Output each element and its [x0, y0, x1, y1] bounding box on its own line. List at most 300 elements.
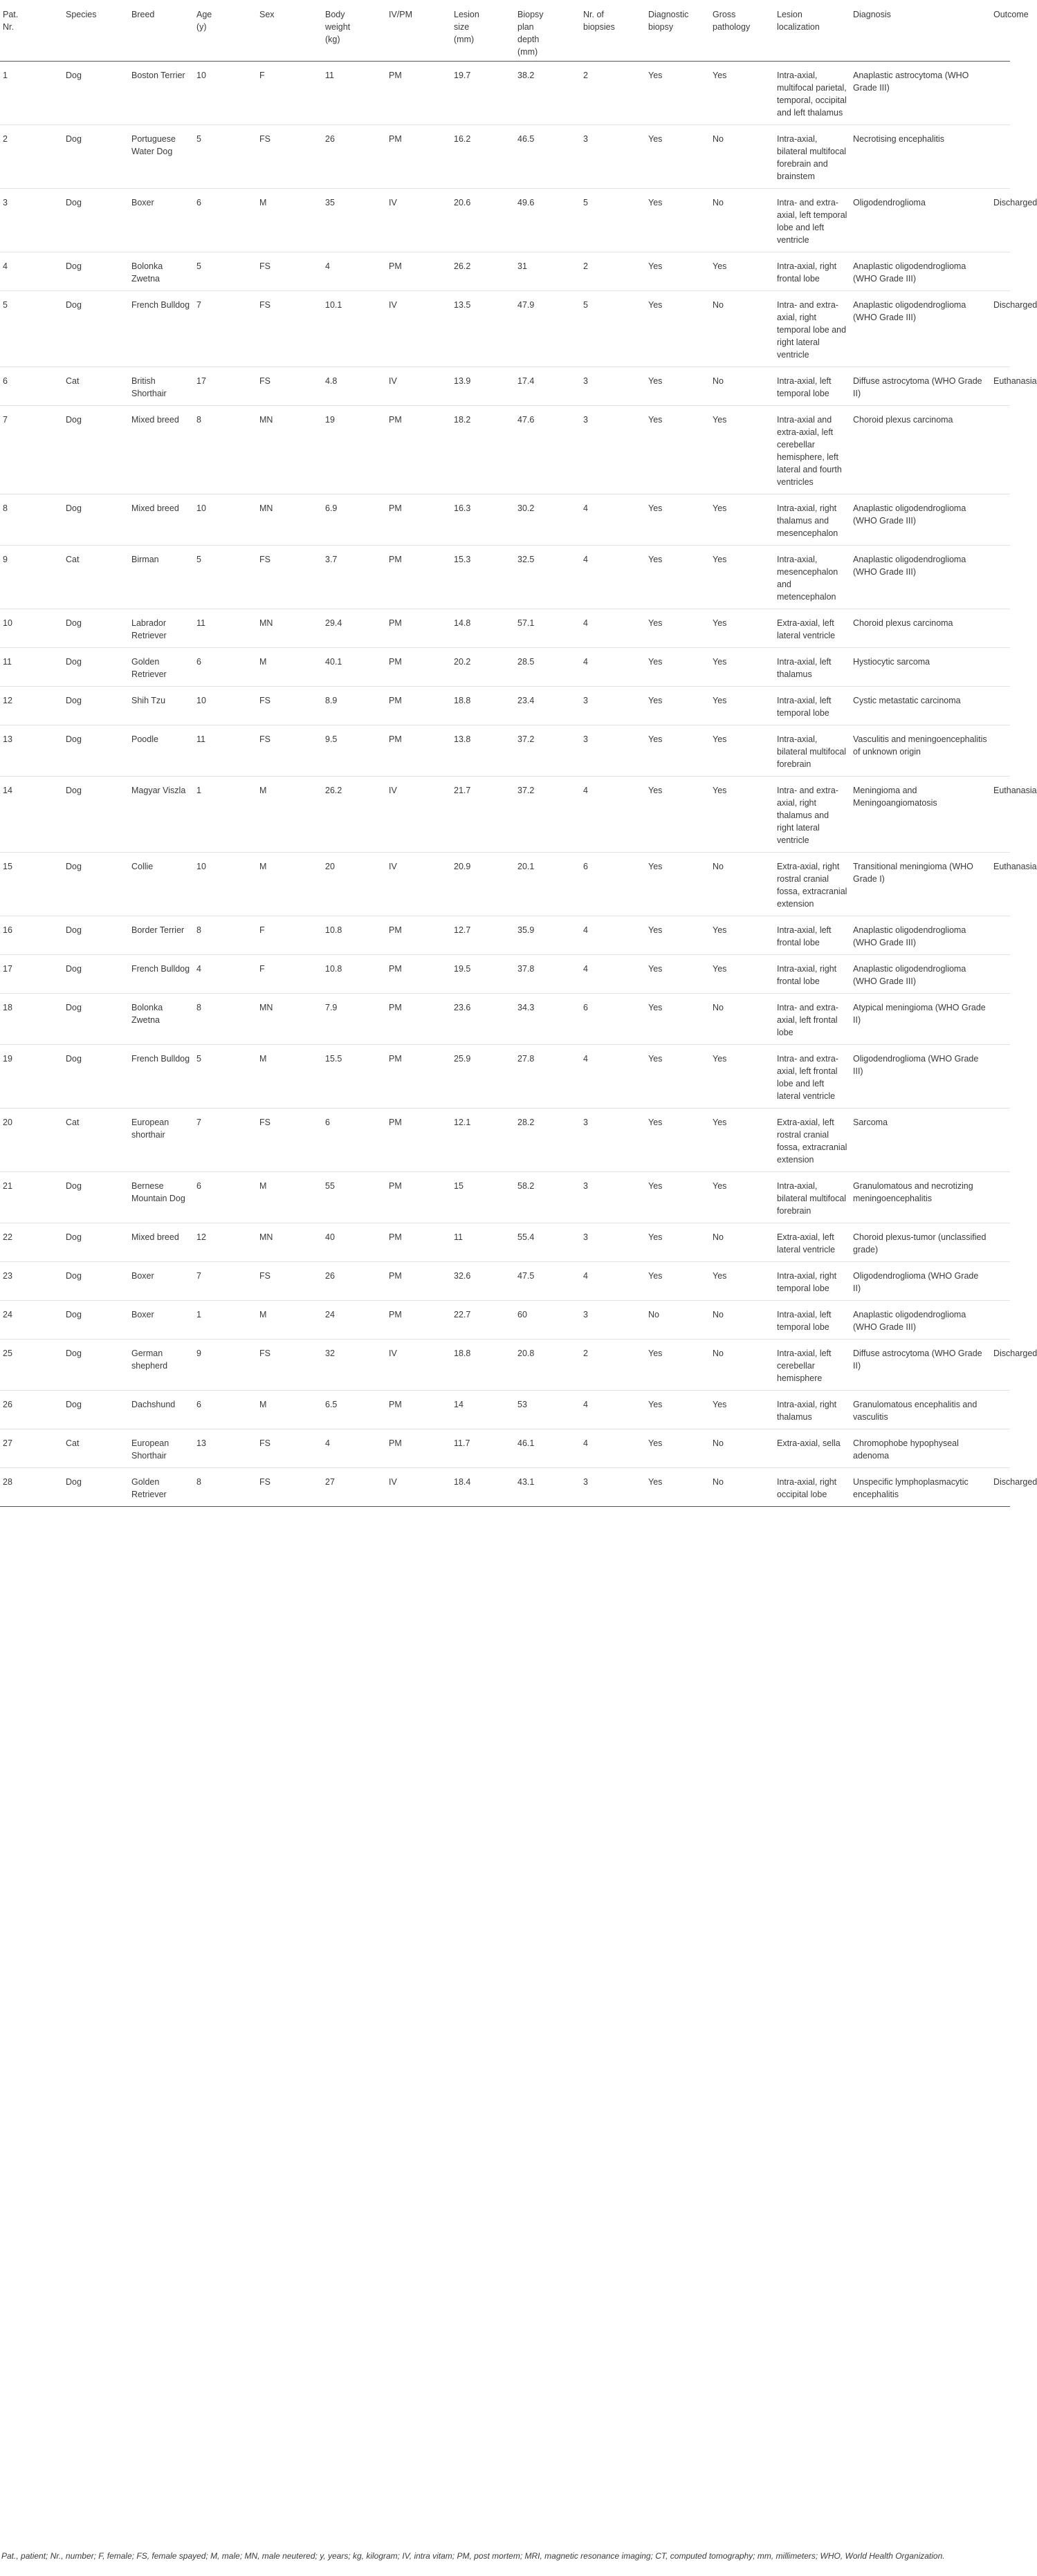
- table-cell: Extra-axial, left lateral ventricle: [774, 1223, 850, 1262]
- table-cell: 19.5: [451, 955, 515, 994]
- table-cell: Bernese Mountain Dog: [129, 1172, 194, 1223]
- table-cell: Dog: [63, 252, 129, 291]
- table-cell: 8.9: [322, 687, 386, 725]
- table-cell: IV: [386, 367, 451, 406]
- table-cell: 37.2: [515, 725, 580, 777]
- table-cell: No: [710, 125, 774, 189]
- table-cell: Yes: [710, 546, 774, 609]
- table-cell: MN: [257, 406, 322, 494]
- table-cell: 25: [0, 1340, 63, 1391]
- table-row: [0, 916, 1010, 955]
- table-cell: [991, 125, 1010, 189]
- table-cell: 19: [322, 406, 386, 494]
- table-cell: Choroid plexus-tumor (unclassified grade): [850, 1223, 991, 1262]
- table-cell: 6: [194, 1172, 257, 1223]
- table-cell: 2: [580, 62, 645, 125]
- table-cell: Dog: [63, 291, 129, 367]
- table-cell: 46.5: [515, 125, 580, 189]
- table-cell: 10: [194, 494, 257, 546]
- table-cell: 9: [0, 546, 63, 609]
- table-cell: 32: [322, 1340, 386, 1391]
- table-cell: No: [710, 1468, 774, 1507]
- table-cell: 3: [580, 1172, 645, 1223]
- table-cell: 2: [580, 252, 645, 291]
- table-cell: 28.2: [515, 1109, 580, 1172]
- table-cell: 20: [322, 853, 386, 916]
- table-row: [0, 125, 1010, 189]
- table-cell: 55.4: [515, 1223, 580, 1262]
- table-cell: 4: [580, 1045, 645, 1109]
- table-row: [0, 1109, 1010, 1172]
- table-cell: 8: [194, 1468, 257, 1507]
- table-cell: Dog: [63, 62, 129, 125]
- table-cell: [991, 725, 1010, 777]
- table-cell: 6: [194, 1391, 257, 1429]
- table-cell: 6: [194, 648, 257, 687]
- table-cell: Yes: [645, 62, 710, 125]
- table-cell: Yes: [645, 252, 710, 291]
- table-cell: 47.9: [515, 291, 580, 367]
- table-cell: Dog: [63, 1172, 129, 1223]
- table-cell: 15.5: [322, 1045, 386, 1109]
- table-cell: 8: [194, 916, 257, 955]
- table-cell: 6: [580, 853, 645, 916]
- table-cell: [991, 1223, 1010, 1262]
- table-cell: French Bulldog: [129, 1045, 194, 1109]
- table-cell: PM: [386, 609, 451, 648]
- table-cell: Magyar Viszla: [129, 777, 194, 853]
- table-cell: 4: [580, 1262, 645, 1301]
- table-cell: 7: [194, 1262, 257, 1301]
- table-cell: 17: [0, 955, 63, 994]
- table-cell: 5: [194, 252, 257, 291]
- table-cell: FS: [257, 546, 322, 609]
- table-cell: 3.7: [322, 546, 386, 609]
- table-cell: PM: [386, 916, 451, 955]
- table-cell: [991, 609, 1010, 648]
- table-cell: 13.5: [451, 291, 515, 367]
- table-cell: Mixed breed: [129, 1223, 194, 1262]
- table-cell: PM: [386, 252, 451, 291]
- table-cell: 11: [451, 1223, 515, 1262]
- table-cell: [991, 1301, 1010, 1340]
- column-header: Gross pathology: [710, 0, 774, 62]
- table-cell: [991, 648, 1010, 687]
- table-cell: 28: [0, 1468, 63, 1507]
- table-cell: PM: [386, 406, 451, 494]
- table-cell: 26: [322, 1262, 386, 1301]
- table-cell: 10.1: [322, 291, 386, 367]
- table-cell: Atypical meningioma (WHO Grade II): [850, 994, 991, 1045]
- table-cell: 24: [0, 1301, 63, 1340]
- table-cell: Dog: [63, 1468, 129, 1507]
- table-cell: IV: [386, 1340, 451, 1391]
- table-cell: 4: [580, 494, 645, 546]
- table-cell: [991, 1172, 1010, 1223]
- table-cell: F: [257, 916, 322, 955]
- table-cell: 47.6: [515, 406, 580, 494]
- table-cell: 60: [515, 1301, 580, 1340]
- table-row: [0, 994, 1010, 1045]
- table-cell: Anaplastic astrocytoma (WHO Grade III): [850, 62, 991, 125]
- table-cell: Intra- and extra-axial, left frontal lobe: [774, 994, 850, 1045]
- table-cell: 20.1: [515, 853, 580, 916]
- table-cell: Chromophobe hypophyseal adenoma: [850, 1429, 991, 1468]
- table-cell: PM: [386, 546, 451, 609]
- table-cell: 11: [0, 648, 63, 687]
- table-cell: 37.2: [515, 777, 580, 853]
- table-cell: Euthanasia: [991, 853, 1010, 916]
- column-header: Diagnostic biopsy: [645, 0, 710, 62]
- table-row: [0, 955, 1010, 994]
- table-cell: Yes: [710, 1045, 774, 1109]
- table-cell: 9.5: [322, 725, 386, 777]
- table-cell: PM: [386, 1223, 451, 1262]
- table-cell: 6.9: [322, 494, 386, 546]
- table-row: [0, 1172, 1010, 1223]
- table-cell: 4.8: [322, 367, 386, 406]
- table-cell: 46.1: [515, 1429, 580, 1468]
- table-cell: 10: [194, 62, 257, 125]
- table-row: [0, 367, 1010, 406]
- table-cell: [991, 1262, 1010, 1301]
- table-cell: 30.2: [515, 494, 580, 546]
- table-cell: Discharged: [991, 189, 1010, 252]
- table-cell: IV: [386, 291, 451, 367]
- table-cell: PM: [386, 725, 451, 777]
- table-cell: M: [257, 189, 322, 252]
- table-cell: Yes: [645, 955, 710, 994]
- table-cell: Intra-axial, left frontal lobe: [774, 916, 850, 955]
- table-cell: Unspecific lymphoplasmacytic encephalitis: [850, 1468, 991, 1507]
- table-cell: [991, 252, 1010, 291]
- table-cell: Anaplastic oligodendroglioma (WHO Grade III): [850, 252, 991, 291]
- table-row: [0, 853, 1010, 916]
- table-cell: Yes: [645, 546, 710, 609]
- table-cell: 3: [580, 1223, 645, 1262]
- table-cell: Yes: [645, 725, 710, 777]
- table-cell: [991, 406, 1010, 494]
- table-cell: Yes: [710, 252, 774, 291]
- table-cell: 10.8: [322, 955, 386, 994]
- table-cell: French Bulldog: [129, 955, 194, 994]
- table-cell: 11: [322, 62, 386, 125]
- table-cell: 15.3: [451, 546, 515, 609]
- table-cell: IV: [386, 853, 451, 916]
- table-cell: Anaplastic oligodendroglioma (WHO Grade III): [850, 916, 991, 955]
- table-cell: 7: [0, 406, 63, 494]
- table-row: [0, 494, 1010, 546]
- table-row: [0, 252, 1010, 291]
- table-cell: No: [710, 367, 774, 406]
- table-cell: No: [710, 189, 774, 252]
- table-cell: IV: [386, 189, 451, 252]
- table-cell: 18.8: [451, 687, 515, 725]
- table-row: [0, 648, 1010, 687]
- table-cell: [991, 494, 1010, 546]
- table-cell: 3: [580, 406, 645, 494]
- table-cell: 5: [0, 291, 63, 367]
- table-cell: Cat: [63, 367, 129, 406]
- table-cell: 4: [322, 252, 386, 291]
- table-cell: [991, 687, 1010, 725]
- table-cell: Euthanasia: [991, 777, 1010, 853]
- table-cell: Yes: [710, 648, 774, 687]
- table-cell: Intra- and extra-axial, left temporal lobe and left ventricle: [774, 189, 850, 252]
- table-cell: French Bulldog: [129, 291, 194, 367]
- table-cell: PM: [386, 1429, 451, 1468]
- table-cell: 17: [194, 367, 257, 406]
- table-cell: 8: [194, 406, 257, 494]
- table-cell: 55: [322, 1172, 386, 1223]
- table-cell: Labrador Retriever: [129, 609, 194, 648]
- table-cell: 20: [0, 1109, 63, 1172]
- table-cell: Dog: [63, 1262, 129, 1301]
- table-cell: 2: [580, 1340, 645, 1391]
- table-row: [0, 777, 1010, 853]
- table-cell: 3: [580, 367, 645, 406]
- table-row: [0, 406, 1010, 494]
- table-cell: MN: [257, 609, 322, 648]
- table-cell: 18.4: [451, 1468, 515, 1507]
- table-cell: MN: [257, 494, 322, 546]
- table-cell: Transitional meningioma (WHO Grade I): [850, 853, 991, 916]
- table-cell: PM: [386, 494, 451, 546]
- table-cell: 11: [194, 725, 257, 777]
- table-cell: Cystic metastatic carcinoma: [850, 687, 991, 725]
- table-cell: 4: [580, 609, 645, 648]
- table-cell: M: [257, 777, 322, 853]
- table-cell: Intra-axial, bilateral multifocal forebrain: [774, 725, 850, 777]
- table-cell: Mixed breed: [129, 494, 194, 546]
- table-cell: 14: [0, 777, 63, 853]
- table-cell: [991, 1391, 1010, 1429]
- table-cell: [991, 1109, 1010, 1172]
- table-cell: Yes: [710, 494, 774, 546]
- table-cell: Dog: [63, 609, 129, 648]
- table-cell: Yes: [645, 609, 710, 648]
- table-cell: Yes: [645, 1340, 710, 1391]
- table-cell: Intra-axial, mesencephalon and metencephalon: [774, 546, 850, 609]
- table-cell: Intra- and extra-axial, right temporal lobe and right lateral ventricle: [774, 291, 850, 367]
- table-cell: 23.4: [515, 687, 580, 725]
- table-cell: 6: [0, 367, 63, 406]
- table-cell: Birman: [129, 546, 194, 609]
- table-cell: 1: [0, 62, 63, 125]
- table-cell: Intra-axial, right frontal lobe: [774, 955, 850, 994]
- table-cell: Intra-axial, right thalamus: [774, 1391, 850, 1429]
- table-cell: [991, 994, 1010, 1045]
- table-cell: 6: [194, 189, 257, 252]
- table-cell: 31: [515, 252, 580, 291]
- table-cell: Yes: [645, 1262, 710, 1301]
- table-cell: 21.7: [451, 777, 515, 853]
- table-cell: Poodle: [129, 725, 194, 777]
- table-row: [0, 291, 1010, 367]
- table-cell: Yes: [710, 725, 774, 777]
- table-cell: Intra-axial and extra-axial, left cerebellar hemisphere, left lateral and fourth ventricles: [774, 406, 850, 494]
- table-cell: 5: [580, 189, 645, 252]
- table-cell: Yes: [710, 406, 774, 494]
- table-cell: IV: [386, 1468, 451, 1507]
- table-cell: M: [257, 1045, 322, 1109]
- column-header: Sex: [257, 0, 322, 62]
- table-cell: M: [257, 1301, 322, 1340]
- table-cell: 27: [322, 1468, 386, 1507]
- table-cell: Boxer: [129, 1301, 194, 1340]
- table-cell: PM: [386, 125, 451, 189]
- table-cell: 8: [0, 494, 63, 546]
- table-cell: Intra- and extra-axial, right thalamus and right lateral ventricle: [774, 777, 850, 853]
- table-cell: 5: [194, 125, 257, 189]
- table-cell: Yes: [645, 1468, 710, 1507]
- table-cell: 22: [0, 1223, 63, 1262]
- table-row: [0, 1468, 1010, 1507]
- table-row: [0, 546, 1010, 609]
- table-cell: PM: [386, 1045, 451, 1109]
- table-cell: 26: [322, 125, 386, 189]
- table-cell: 19: [0, 1045, 63, 1109]
- table-cell: 2: [0, 125, 63, 189]
- table-cell: 28.5: [515, 648, 580, 687]
- table-cell: Oligodendroglioma (WHO Grade II): [850, 1262, 991, 1301]
- table-cell: 5: [194, 546, 257, 609]
- table-cell: Mixed breed: [129, 406, 194, 494]
- table-cell: Yes: [645, 125, 710, 189]
- table-cell: Yes: [645, 648, 710, 687]
- table-cell: 18.2: [451, 406, 515, 494]
- table-cell: PM: [386, 1391, 451, 1429]
- table-cell: 4: [322, 1429, 386, 1468]
- table-cell: Anaplastic oligodendroglioma (WHO Grade III): [850, 546, 991, 609]
- table-cell: 29.4: [322, 609, 386, 648]
- table-cell: 10: [194, 687, 257, 725]
- table-cell: 27: [0, 1429, 63, 1468]
- table-cell: Yes: [645, 1172, 710, 1223]
- table-cell: Intra-axial, left temporal lobe: [774, 687, 850, 725]
- table-cell: No: [710, 291, 774, 367]
- table-cell: Anaplastic oligodendroglioma (WHO Grade III): [850, 291, 991, 367]
- table-cell: Bolonka Zwetna: [129, 994, 194, 1045]
- table-cell: Yes: [710, 777, 774, 853]
- table-cell: Extra-axial, left rostral cranial fossa, extracranial extension: [774, 1109, 850, 1172]
- table-cell: PM: [386, 1109, 451, 1172]
- table-cell: 12.1: [451, 1109, 515, 1172]
- table-cell: 49.6: [515, 189, 580, 252]
- table-cell: Yes: [645, 1109, 710, 1172]
- table-cell: 6.5: [322, 1391, 386, 1429]
- table-cell: 12.7: [451, 916, 515, 955]
- table-cell: PM: [386, 994, 451, 1045]
- table-body: [0, 62, 1037, 1507]
- table-cell: 18: [0, 994, 63, 1045]
- table-cell: Dog: [63, 1391, 129, 1429]
- table-cell: Yes: [710, 916, 774, 955]
- table-cell: British Shorthair: [129, 367, 194, 406]
- table-cell: European shorthair: [129, 1109, 194, 1172]
- table-cell: European Shorthair: [129, 1429, 194, 1468]
- table-cell: Dog: [63, 189, 129, 252]
- table-cell: No: [710, 1429, 774, 1468]
- table-cell: 6: [322, 1109, 386, 1172]
- column-header: Nr. of biopsies: [580, 0, 645, 62]
- table-cell: 21: [0, 1172, 63, 1223]
- table-cell: Sarcoma: [850, 1109, 991, 1172]
- table-cell: F: [257, 62, 322, 125]
- column-header: Lesion size (mm): [451, 0, 515, 62]
- column-header: Breed: [129, 0, 194, 62]
- column-header: IV/PM: [386, 0, 451, 62]
- table-cell: Discharged: [991, 1468, 1010, 1507]
- table-cell: M: [257, 648, 322, 687]
- table-cell: PM: [386, 1262, 451, 1301]
- table-cell: FS: [257, 125, 322, 189]
- table-cell: 1: [194, 1301, 257, 1340]
- table-cell: Dog: [63, 725, 129, 777]
- table-cell: 35: [322, 189, 386, 252]
- table-cell: 10: [0, 609, 63, 648]
- table-cell: Shih Tzu: [129, 687, 194, 725]
- table-cell: 3: [580, 1301, 645, 1340]
- table-cell: M: [257, 853, 322, 916]
- table-cell: Golden Retriever: [129, 648, 194, 687]
- table-cell: Yes: [710, 1262, 774, 1301]
- table-cell: No: [710, 1340, 774, 1391]
- column-header: Species: [63, 0, 129, 62]
- table-cell: 13.9: [451, 367, 515, 406]
- table-cell: Dog: [63, 916, 129, 955]
- table-cell: 24: [322, 1301, 386, 1340]
- table-cell: Yes: [710, 687, 774, 725]
- table-cell: Yes: [645, 994, 710, 1045]
- table-cell: 13.8: [451, 725, 515, 777]
- table-cell: Choroid plexus carcinoma: [850, 406, 991, 494]
- column-header: Pat. Nr.: [0, 0, 63, 62]
- table-cell: FS: [257, 1468, 322, 1507]
- table-cell: Dog: [63, 994, 129, 1045]
- table-cell: PM: [386, 62, 451, 125]
- table-cell: 34.3: [515, 994, 580, 1045]
- table-cell: FS: [257, 1109, 322, 1172]
- table-cell: MN: [257, 994, 322, 1045]
- table-cell: 12: [0, 687, 63, 725]
- table-cell: Boxer: [129, 1262, 194, 1301]
- table-cell: 23: [0, 1262, 63, 1301]
- table-cell: 19.7: [451, 62, 515, 125]
- table-cell: 4: [580, 648, 645, 687]
- table-cell: 38.2: [515, 62, 580, 125]
- table-cell: Dog: [63, 1340, 129, 1391]
- table-cell: Diffuse astrocytoma (WHO Grade II): [850, 367, 991, 406]
- table-cell: 20.9: [451, 853, 515, 916]
- table-cell: 57.1: [515, 609, 580, 648]
- table-cell: Granulomatous encephalitis and vasculitis: [850, 1391, 991, 1429]
- table-cell: [991, 916, 1010, 955]
- table-cell: Intra-axial, right temporal lobe: [774, 1262, 850, 1301]
- table-cell: 11: [194, 609, 257, 648]
- table-cell: 26.2: [451, 252, 515, 291]
- table-cell: 27.8: [515, 1045, 580, 1109]
- table-cell: 4: [194, 955, 257, 994]
- table-cell: M: [257, 1172, 322, 1223]
- table-cell: FS: [257, 252, 322, 291]
- table-cell: Intra-axial, right frontal lobe: [774, 252, 850, 291]
- table-cell: FS: [257, 1262, 322, 1301]
- table-cell: 26: [0, 1391, 63, 1429]
- table-cell: Euthanasia: [991, 367, 1010, 406]
- table-cell: [991, 955, 1010, 994]
- table-cell: 4: [0, 252, 63, 291]
